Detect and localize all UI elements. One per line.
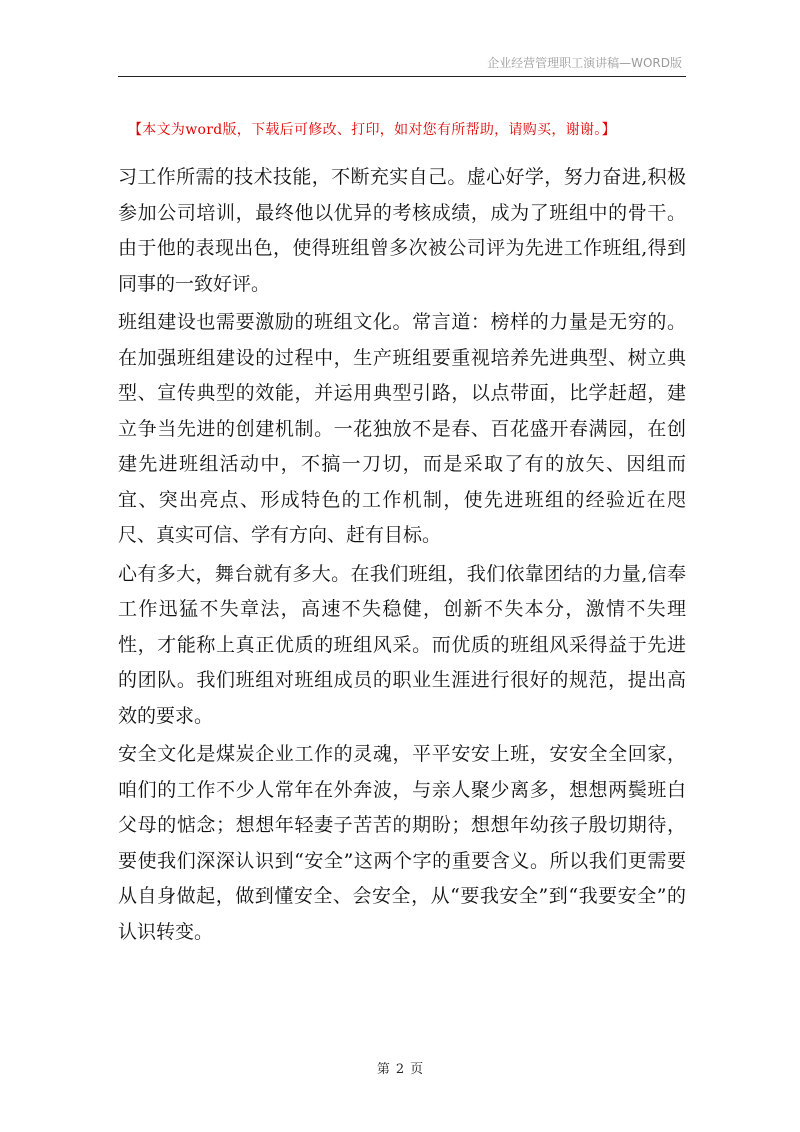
document-body — [118, 160, 686, 950]
footer-prefix: 第 — [376, 1062, 390, 1077]
paragraph: 习工作所需的技术技能，不断充实自己。虚心好学，努力奋进,积极参加公司培训，最终他以优异的考核成绩，成为了班组中的骨干。由于他的表现出色，使得班组曾多次被公司评为先进工作班组,得到同事的一致好评。 — [118, 166, 686, 295]
page-footer — [0, 1058, 800, 1077]
header-title: 企业经营管理职工演讲稿—WORD版 — [487, 56, 682, 70]
paragraph: 安全文化是煤炭企业工作的灵魂，平平安安上班，安安全全回家，咱们的工作不少人常年在外奔波，与亲人聚少离多，想想两鬓班白父母的惦念；想想年轻妻子苦苦的期盼；想想年幼孩子殷切期待，要使我们深深认识到“安全”这两个字的重要含义。所以我们更需要从自身做起，做到懂安全、会安全，从“要我安全”到“我要安全”的认识转变。 — [118, 743, 686, 943]
footer-suffix: 页 — [410, 1062, 424, 1077]
page-header — [118, 50, 686, 77]
paragraph: 心有多大，舞台就有多大。在我们班组，我们依靠团结的力量,信奉工作迅猛不失章法，高速不失稳健，创新不失本分，激情不失理性，才能称上真正优质的班组风采。而优质的班组风采得益于先进的团队。我们班组对班组成员的职业生涯进行很好的规范，提出高效的要求。 — [118, 562, 686, 727]
page-number: 2 — [395, 1062, 405, 1077]
paragraph: 班组建设也需要激励的班组文化。常言道：榜样的力量是无穷的。在加强班组建设的过程中，生产班组要重视培养先进典型、树立典型、宣传典型的效能，并运用典型引路，以点带面，比学赶超，建立争当先进的创建机制。一花独放不是春、百花盛开春满园，在创建先进班组活动中，不搞一刀切，而是采取了有的放矢、因组而宜、突出亮点、形成特色的工作机制，使先进班组的经验近在咫尺、真实可信、学有方向、赶有目标。 — [118, 311, 686, 546]
download-notice: 【本文为word版，下载后可修改、打印，如对您有所帮助，请购买，谢谢。】 — [128, 122, 616, 138]
